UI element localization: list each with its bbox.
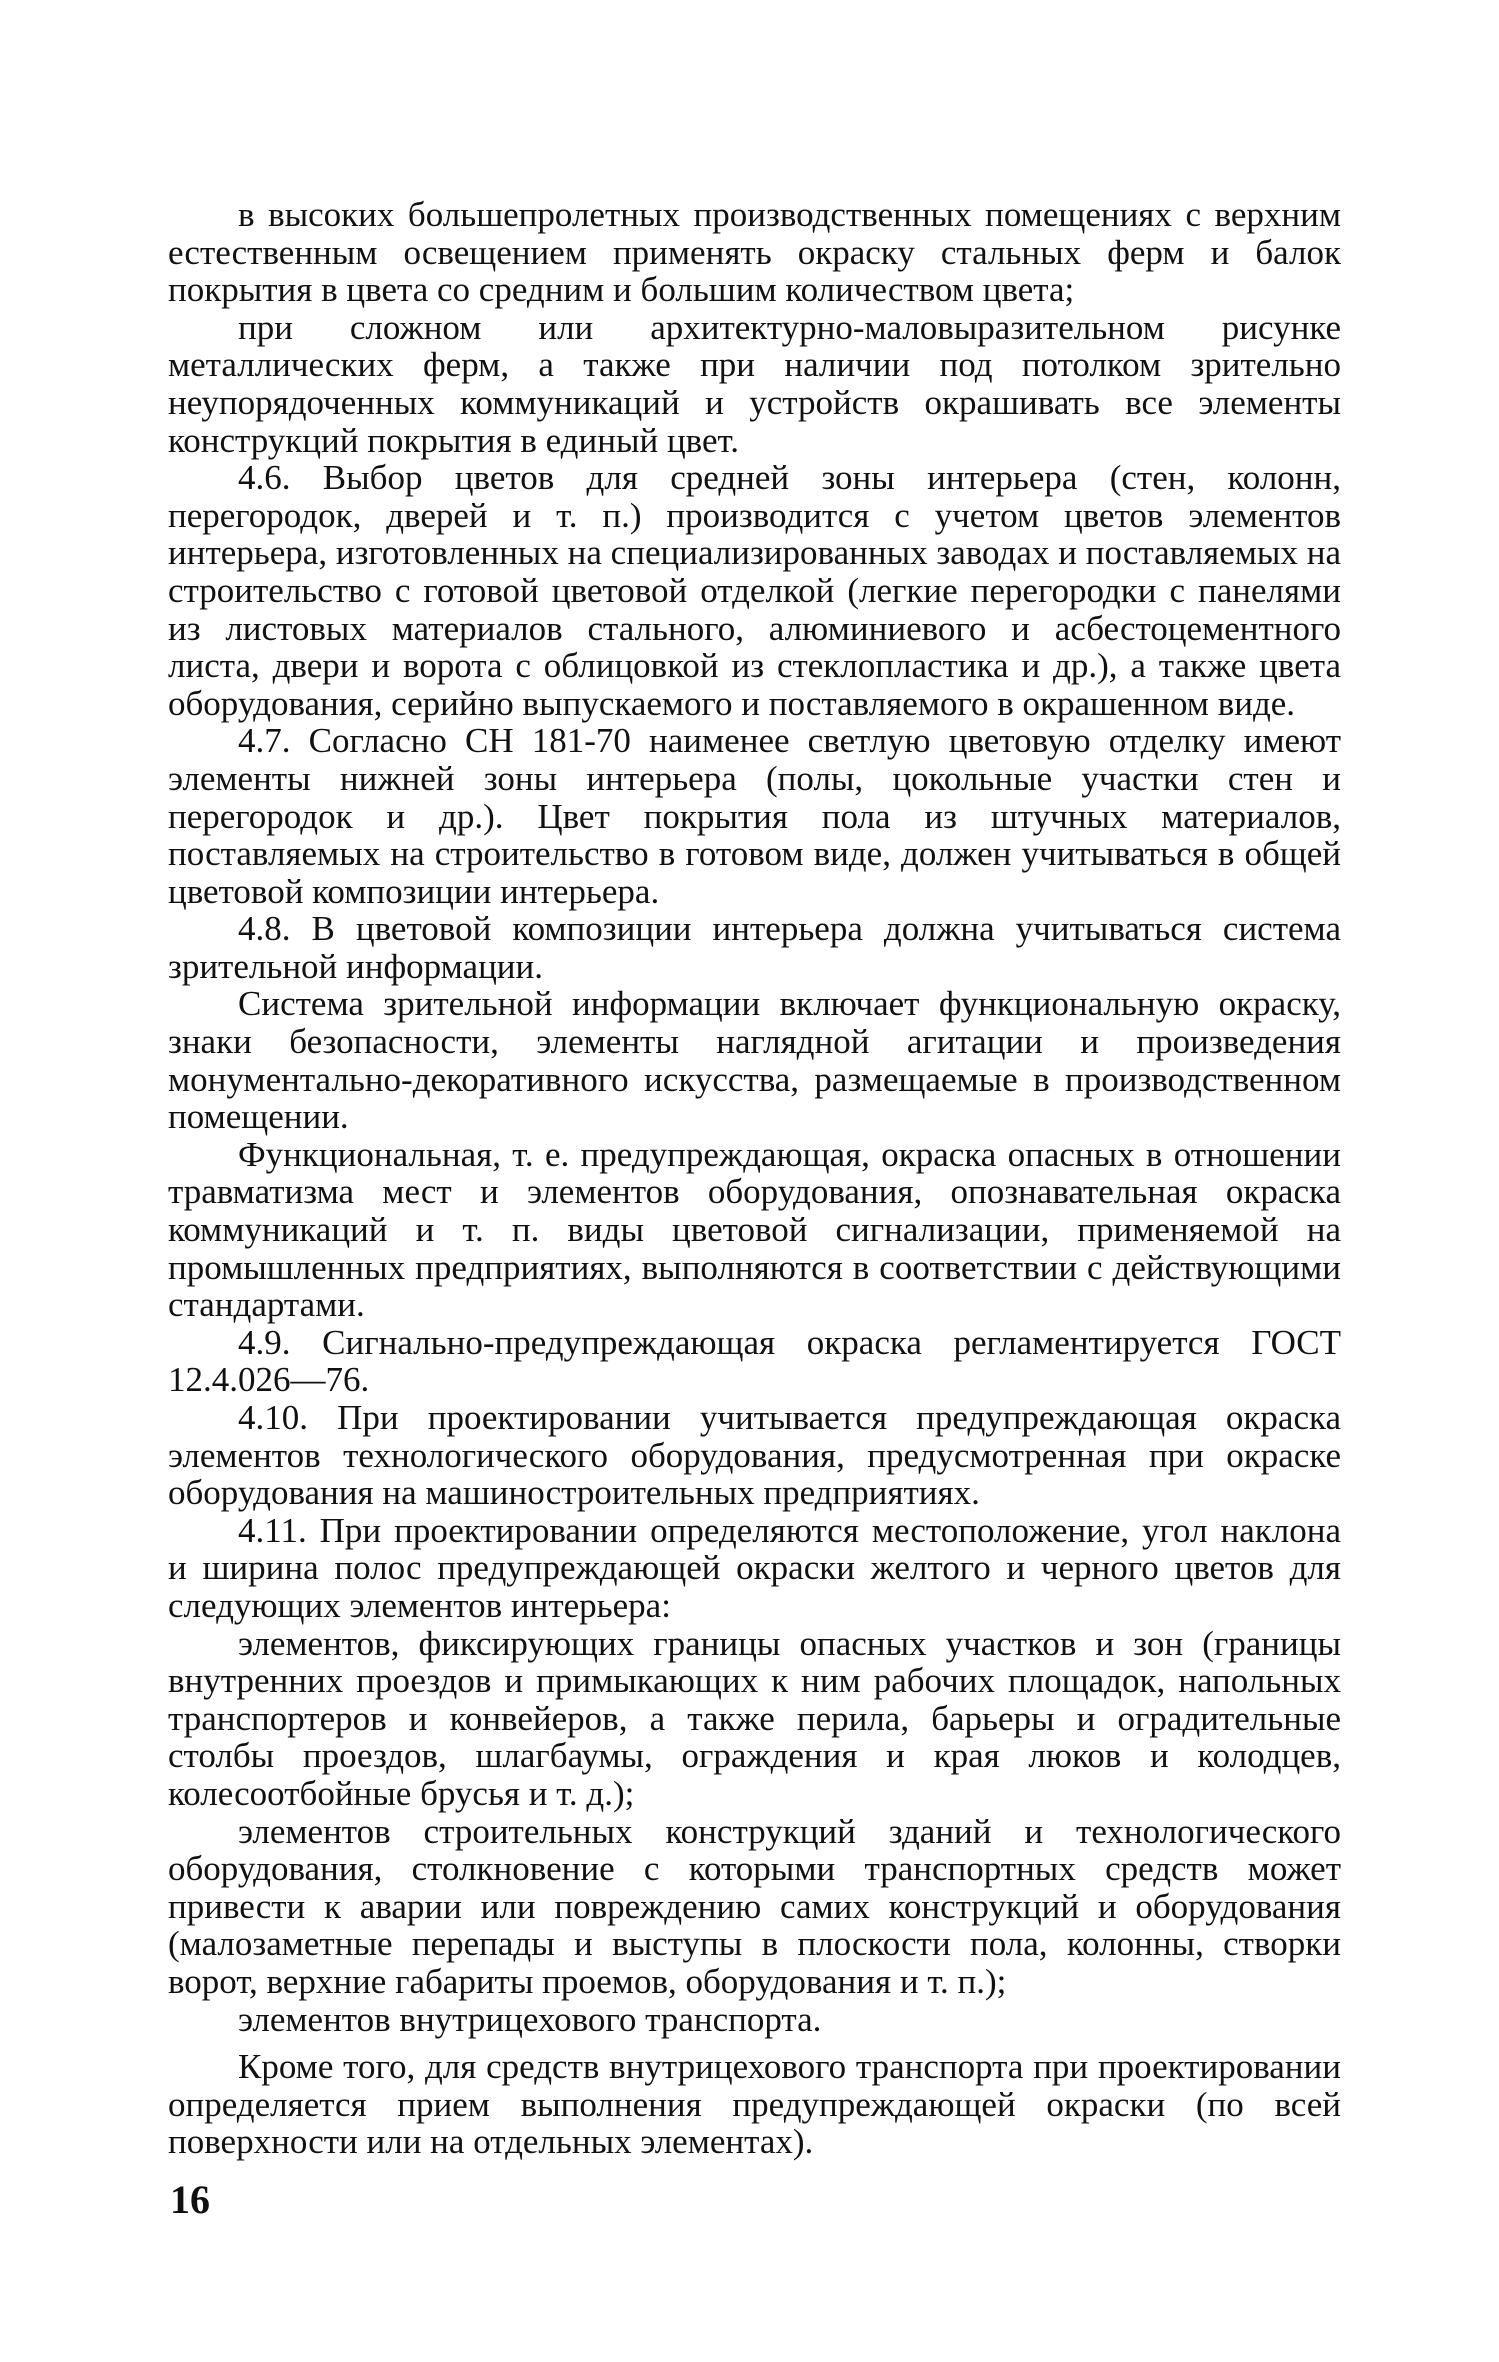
paragraph: Функциональная, т. е. предупреждающая, окраска опасных в отношении травматизма мест и элементов оборудования, опознавательная окраска коммуникаций и т. п. виды цветовой сигнализации, применяемой на промышленных предприятиях, выполняются в соответствии с действующими стандартами.	[168, 1134, 1341, 1325]
page-number: 16	[170, 2177, 210, 2222]
paragraph: 4.11. При проектировании определяются местоположение, угол наклона и ширина полос предупреждающей окраски желтого и черного цветов для следующих элементов интерьера:	[168, 1510, 1341, 1625]
paragraph: при сложном или архитектурно-маловыразительном рисунке металлических ферм, а также при наличии под потолком зрительно неупорядоченных коммуникаций и устройств окрашивать все элементы конструкций покрытия в единый цвет.	[168, 307, 1341, 460]
paragraph: элементов строительных конструкций зданий и технологического оборудования, столкновение с которыми транспортных средств может привести к аварии или повреждению самих конструкций и оборудования (малозаметные перепады и выступы в плоскости пола, колонны, створки ворот, верхние габариты проемов, оборудования и т. п.);	[168, 1811, 1341, 2001]
paragraph: Система зрительной информации включает функциональную окраску, знаки безопасности, элементы наглядной агитации и произведения монументально-декоративного искусства, размещаемые в производственном помещении.	[168, 984, 1341, 1137]
paragraph: 4.6. Выбор цветов для средней зоны интерьера (стен, колонн, перегородок, дверей и т. п.) производится с учетом цветов элементов интерьера, изготовленных на специализированных заводах и поставляемых на строительство с готовой цветовой отделкой (легкие перегородки с панелями из листовых материалов стального, алюминиевого и асбестоцементного листа, двери и ворота с облицовкой из стеклопластика и др.), а также цвета оборудования, серийно выпускаемого и поставляемого в окрашенном виде.	[168, 458, 1341, 723]
page-body	[168, 196, 1341, 2161]
paragraph: 4.9. Сигнально-предупреждающая окраска регламентируется ГОСТ 12.4.026—76.	[168, 1322, 1341, 1400]
paragraph: элементов, фиксирующих границы опасных участков и зон (границы внутренних проездов и примыкающих к ним рабочих площадок, напольных транспортеров и конвейеров, а также перила, барьеры и оградительные столбы проездов, шлагбаумы, ограждения и края люков и колодцев, колесоотбойные брусья и т. д.);	[168, 1623, 1341, 1813]
paragraph: в высоких большепролетных производственных помещениях с верхним естественным освещением применять окраску стальных ферм и балок покрытия в цвета со средним и большим количеством цвета;	[168, 195, 1341, 310]
paragraph: элементов внутрицехового транспорта.	[238, 1999, 822, 2039]
paragraph: 4.8. В цветовой композиции интерьера должна учитываться система зрительной информации.	[168, 909, 1341, 986]
paragraph: Кроме того, для средств внутрицехового транспорта при проектировании определяется прием выполнения предупреждающей окраски (по всей поверхности или на отдельных элементах).	[168, 2047, 1341, 2162]
paragraph: 4.10. При проектировании учитывается предупреждающая окраска элементов технологического оборудования, предусмотренная при окраске оборудования на машиностроительных предприятиях.	[168, 1398, 1341, 1513]
paragraph: 4.7. Согласно СН 181-70 наименее светлую цветовую отделку имеют элементы нижней зоны интерьера (полы, цокольные участки стен и перегородок и др.). Цвет покрытия пола из штучных материалов, поставляемых на строительство в готовом виде, должен учитываться в общей цветовой композиции интерьера.	[168, 721, 1341, 911]
